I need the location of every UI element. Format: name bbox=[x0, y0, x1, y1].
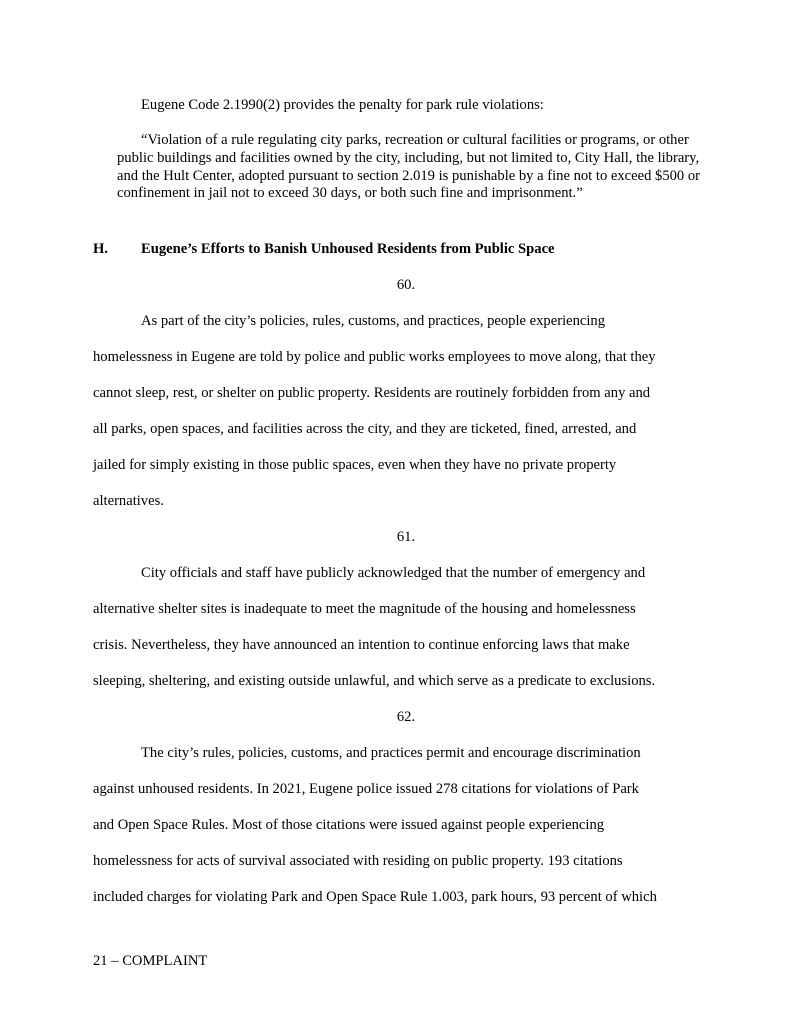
paragraph-line: included charges for violating Park and Open Space Rule 1.003, park hours, 93 percent of which bbox=[93, 889, 657, 905]
page-footer: 21 – COMPLAINT bbox=[93, 953, 208, 969]
paragraph-line: cannot sleep, rest, or shelter on public property. Residents are routinely forbidden from any and bbox=[93, 385, 651, 401]
section-heading bbox=[93, 240, 555, 258]
paragraph-line: As part of the city’s policies, rules, customs, and practices, people experiencing bbox=[141, 313, 606, 329]
paragraph-number: 60. bbox=[396, 277, 416, 293]
paragraph-line: alternative shelter sites is inadequate to meet the magnitude of the housing and homelessness bbox=[93, 601, 636, 617]
block-quote: “Violation of a rule regulating city parks, recreation or cultural facilities or programs, or other public buildings and facilities owned by the city, including, but not limited to, City Hall, the library, and the Hult Center, adopted pursuant to section 2.019 is punishable by a fine not to exceed $500 or confinement in jail not to exceed 30 days, or both such fine and imprisonment.” bbox=[117, 132, 701, 202]
paragraph-line: against unhoused residents. In 2021, Eugene police issued 278 citations for violations of Park bbox=[93, 781, 639, 797]
intro-text: Eugene Code 2.1990(2) provides the penalty for park rule violations: bbox=[141, 97, 544, 113]
paragraph-number: 62. bbox=[396, 709, 416, 725]
paragraph-line: crisis. Nevertheless, they have announced an intention to continue enforcing laws that make bbox=[93, 637, 630, 653]
paragraph-body bbox=[93, 744, 708, 924]
section-title: Eugene’s Efforts to Banish Unhoused Residents from Public Space bbox=[141, 241, 555, 257]
section-letter: H. bbox=[93, 241, 108, 257]
paragraph-number: 61. bbox=[396, 529, 416, 545]
paragraph-line: homelessness for acts of survival associated with residing on public property. 193 citations bbox=[93, 853, 623, 869]
paragraph-line: sleeping, sheltering, and existing outside unlawful, and which serve as a predicate to exclusions. bbox=[93, 673, 656, 689]
paragraph-body bbox=[93, 564, 708, 708]
paragraph-body bbox=[93, 312, 708, 528]
paragraph-line: jailed for simply existing in those public spaces, even when they have no private property bbox=[93, 457, 617, 473]
paragraph-line: The city’s rules, policies, customs, and practices permit and encourage discrimination bbox=[141, 745, 641, 761]
paragraph-line: homelessness in Eugene are told by police and public works employees to move along, that they bbox=[93, 349, 656, 365]
paragraph-line: alternatives. bbox=[93, 493, 164, 509]
paragraph-line: City officials and staff have publicly acknowledged that the number of emergency and bbox=[141, 565, 646, 581]
paragraph-line: all parks, open spaces, and facilities across the city, and they are ticketed, fined, arrested, and bbox=[93, 421, 637, 437]
paragraph-line: and Open Space Rules. Most of those citations were issued against people experiencing bbox=[93, 817, 605, 833]
